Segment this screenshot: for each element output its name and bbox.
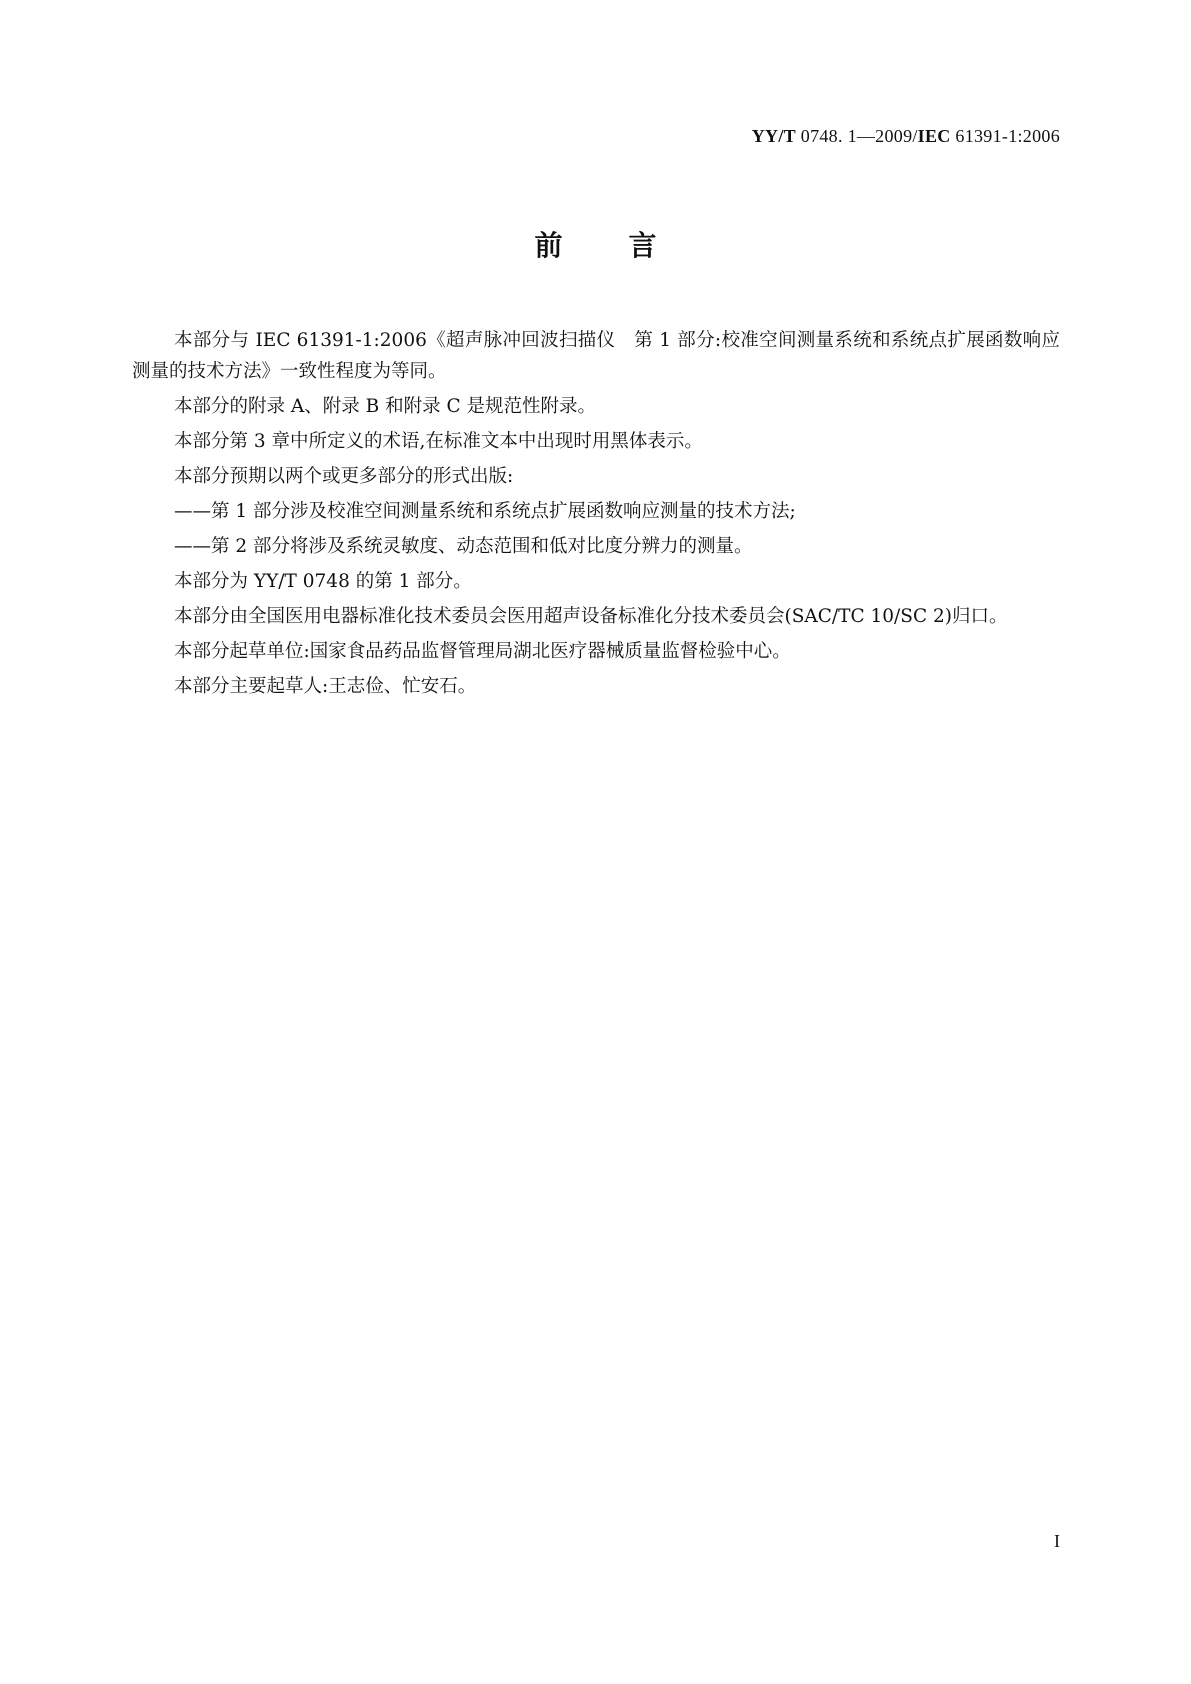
page-number: I [1054, 1531, 1060, 1551]
standard-prefix: YY/T [751, 126, 796, 146]
paragraph-committee: 本部分由全国医用电器标准化技术委员会医用超声设备标准化分技术委员会(SAC/TC 10/SC 2)归口。 [174, 606, 1008, 627]
standard-number: 0748. 1—2009/ [795, 126, 918, 146]
paragraph-part-1: ——第 1 部分涉及校准空间测量系统和系统点扩展函数响应测量的技术方法; [174, 501, 796, 522]
paragraph-part-2: ——第 2 部分将涉及系统灵敏度、动态范围和低对比度分辨力的测量。 [174, 536, 753, 557]
paragraph-drafting-unit: 本部分起草单位:国家食品药品监督管理局湖北医疗器械质量监督检验中心。 [174, 641, 791, 662]
paragraph-annexes: 本部分的附录 A、附录 B 和附录 C 是规范性附录。 [174, 396, 597, 417]
foreword-body [132, 325, 1060, 706]
standard-code [752, 126, 1060, 147]
paragraph-terms: 本部分第 3 章中所定义的术语,在标准文本中出现时用黑体表示。 [174, 431, 703, 452]
paragraph-drafters: 本部分主要起草人:王志俭、忙安石。 [174, 676, 477, 697]
iec-prefix: IEC [917, 126, 951, 146]
page-title: 前言 [534, 229, 723, 262]
iec-number: 61391-1:2006 [950, 126, 1060, 146]
paragraph-part-number: 本部分为 YY/T 0748 的第 1 部分。 [174, 571, 472, 592]
paragraph-parts-intro: 本部分预期以两个或更多部分的形式出版: [174, 466, 514, 487]
paragraph-equivalence: 本部分与 IEC 61391-1:2006《超声脉冲回波扫描仪 第 1 部分:校准空间测量系统和系统点扩展函数响应测量的技术方法》一致性程度为等同。 [132, 330, 1060, 382]
